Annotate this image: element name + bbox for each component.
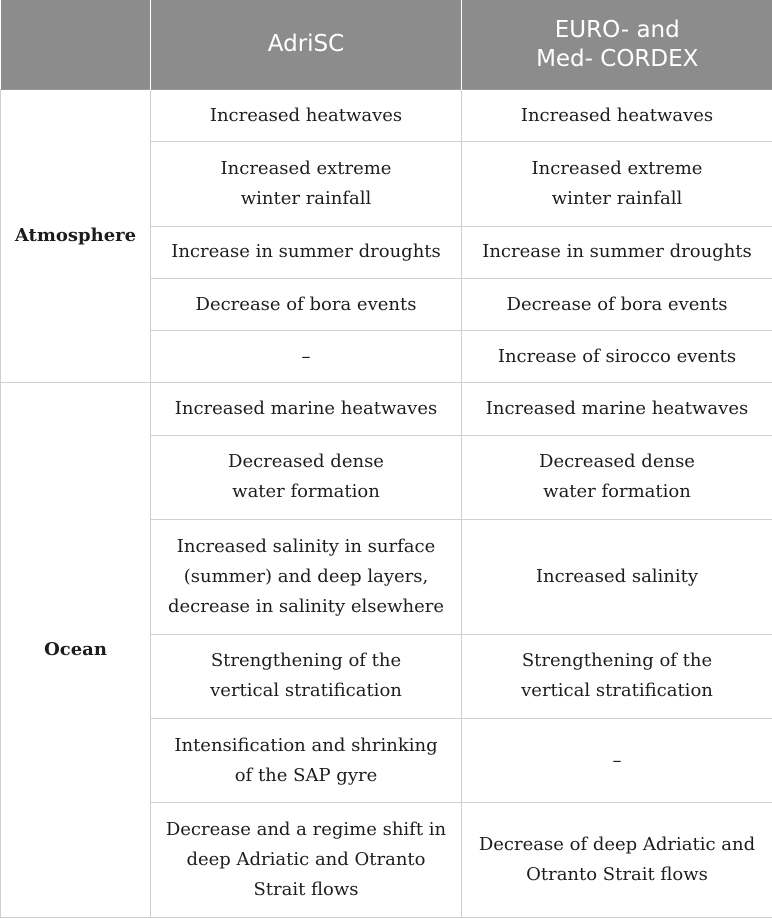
cell-line: Decrease of bora events — [506, 293, 728, 315]
cell-line: Decreased dense — [228, 451, 384, 473]
cell-line: winter rainfall — [240, 187, 372, 209]
cell-line: Increased salinity — [535, 565, 699, 587]
cell-line: Decreased dense — [539, 451, 695, 473]
cordex-cell — [462, 278, 772, 330]
adrisc-cell — [151, 634, 462, 718]
cell-line: (summer) and deep layers, — [183, 565, 429, 587]
cordex-cell — [462, 90, 772, 142]
cell-line: Increased marine heatwaves — [485, 398, 749, 420]
cell-line: – — [612, 749, 622, 771]
cell-line: Intensification and shrinking — [174, 734, 438, 756]
header-adrisc: AdriSC — [151, 0, 462, 90]
cell-line: Decrease and a regime shift in — [165, 819, 447, 841]
table-row — [1, 90, 772, 142]
cell-line: vertical stratification — [521, 680, 713, 702]
category-atmosphere: Atmosphere — [1, 90, 151, 383]
cell-line: Strengthening of the — [521, 650, 713, 672]
adrisc-cell — [151, 90, 462, 142]
cordex-cell — [462, 383, 772, 435]
cell-line: Increased marine heatwaves — [174, 398, 438, 420]
header-row — [1, 0, 772, 90]
adrisc-cell — [151, 142, 462, 226]
adrisc-cell — [151, 520, 462, 635]
cell-line: Increased heatwaves — [520, 104, 714, 126]
cell-line: decrease in salinity elsewhere — [167, 595, 445, 617]
cordex-cell — [462, 719, 772, 803]
adrisc-cell — [151, 383, 462, 435]
adrisc-cell — [151, 278, 462, 330]
header-cordex-line-1: EURO- and — [554, 16, 680, 43]
cell-line: Increased salinity in surface — [176, 535, 436, 557]
header-cordex — [462, 0, 772, 90]
cell-line: water formation — [543, 481, 691, 503]
cell-line: Increase in summer droughts — [171, 241, 441, 263]
adrisc-cell — [151, 226, 462, 278]
cell-line: Strait flows — [253, 879, 359, 901]
adrisc-cell — [151, 803, 462, 918]
cordex-cell — [462, 435, 772, 519]
cell-line: Otranto Strait flows — [526, 864, 708, 886]
cordex-cell — [462, 520, 772, 635]
cell-line: Increased heatwaves — [209, 104, 403, 126]
adrisc-cell — [151, 719, 462, 803]
adrisc-cell — [151, 435, 462, 519]
cordex-cell — [462, 331, 772, 383]
category-ocean: Ocean — [1, 383, 151, 918]
cordex-cell — [462, 634, 772, 718]
cell-line: vertical stratification — [210, 680, 402, 702]
cell-line: Strengthening of the — [210, 650, 402, 672]
cell-line: Increase in summer droughts — [482, 241, 752, 263]
cordex-cell — [462, 226, 772, 278]
adrisc-cell — [151, 331, 462, 383]
header-cordex-line-2: Med- CORDEX — [536, 45, 699, 72]
cell-line: Increased extreme — [220, 157, 392, 179]
cell-line: water formation — [232, 481, 380, 503]
header-category — [1, 0, 151, 90]
cell-line: Decrease of deep Adriatic and — [478, 834, 756, 856]
cordex-cell — [462, 142, 772, 226]
cell-line: – — [301, 345, 311, 367]
cell-line: deep Adriatic and Otranto — [186, 849, 426, 871]
cell-line: Increase of sirocco events — [497, 345, 737, 367]
table-row — [1, 383, 772, 435]
cell-line: winter rainfall — [551, 187, 683, 209]
cell-line: of the SAP gyre — [234, 764, 378, 786]
cordex-cell — [462, 803, 772, 918]
cell-line: Increased extreme — [531, 157, 703, 179]
cell-line: Decrease of bora events — [195, 293, 417, 315]
